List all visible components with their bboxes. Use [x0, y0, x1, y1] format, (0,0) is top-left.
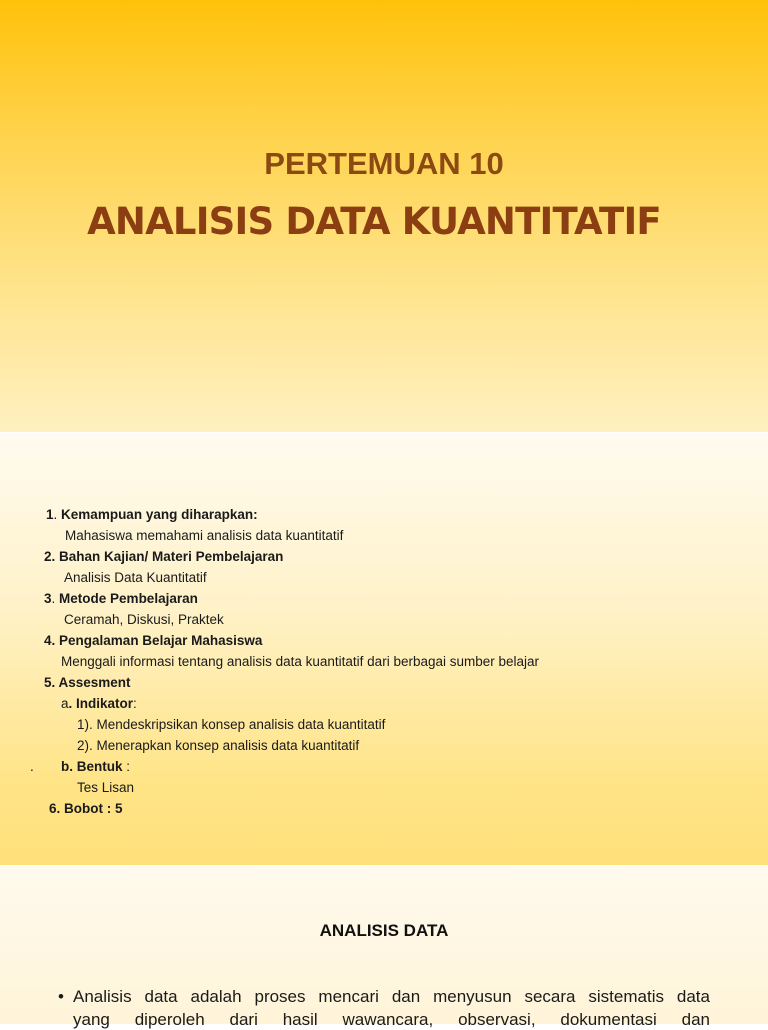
indikator-heading: a. Indikator: [61, 696, 137, 711]
slide-title-topic: ANALISIS DATA KUANTITATIF [87, 200, 661, 243]
outline-item-5-heading: 5. Assesment [44, 675, 131, 690]
outline-item-4-heading: 4. Pengalaman Belajar Mahasiswa [44, 633, 263, 648]
stray-dot: . [30, 759, 34, 774]
outline-item-2-heading: 2. Bahan Kajian/ Materi Pembelajaran [44, 549, 284, 564]
bentuk-heading: b. Bentuk : [61, 759, 131, 774]
indikator-item-1: 1). Mendeskripsikan konsep analisis data kuantitatif [77, 717, 386, 732]
outline-item-2-text: Analisis Data Kuantitatif [64, 570, 207, 585]
outline-item-3-text: Ceramah, Diskusi, Praktek [64, 612, 224, 627]
bullet-dot: • [58, 987, 64, 1006]
slide-title [0, 0, 768, 432]
bentuk-value: Tes Lisan [77, 780, 135, 795]
indikator-item-2: 2). Menerapkan konsep analisis data kuantitatif [77, 738, 360, 753]
bullet-text-line-2: yang diperoleh dari hasil wawancara, observasi, dokumentasi dan [73, 1010, 710, 1029]
outline-item-4-text: Menggali informasi tentang analisis data kuantitatif dari berbagai sumber belajar [61, 654, 540, 669]
outline-item-1-text: Mahasiswa memahami analisis data kuantitatif [65, 528, 344, 543]
slide3-title: ANALISIS DATA [319, 921, 449, 940]
outline-item-3-heading: 3. Metode Pembelajaran [44, 591, 198, 606]
slide-title-meeting: PERTEMUAN 10 [264, 146, 504, 181]
outline-item-1-heading: 1. Kemampuan yang diharapkan: [46, 507, 258, 522]
bullet-text-line-1: Analisis data adalah proses mencari dan menyusun secara sistematis data [73, 987, 710, 1006]
bobot-text: 6. Bobot : 5 [49, 801, 123, 816]
slide-outline [0, 433, 768, 865]
